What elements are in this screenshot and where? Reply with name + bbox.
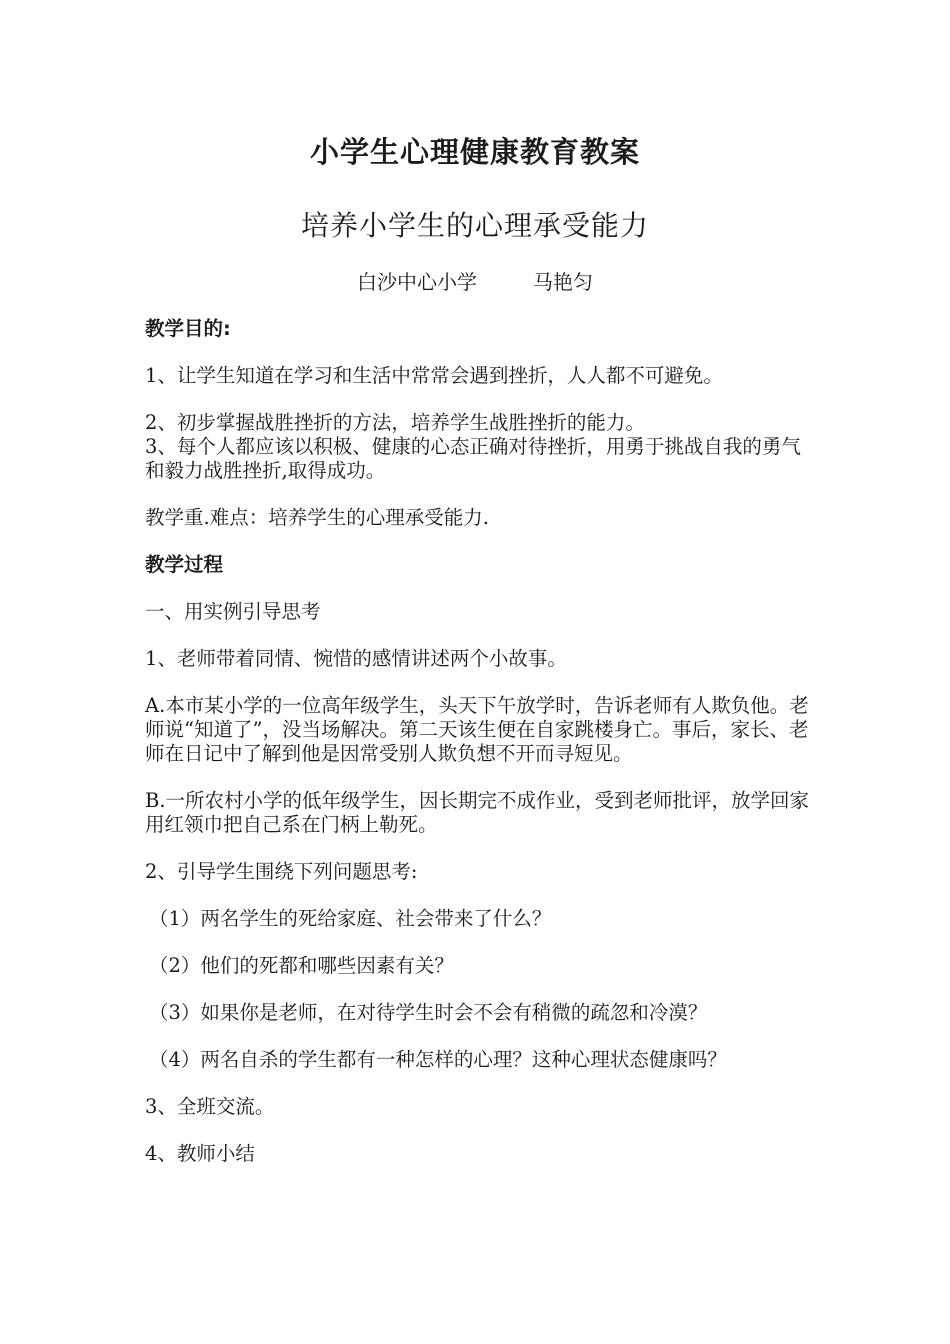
school-name: 白沙中心小学 xyxy=(357,270,477,294)
objective-item: 2、初步掌握战胜挫折的方法，培养学生战胜挫折的能力。 xyxy=(145,411,645,434)
key-points: 教学重.难点：培养学生的心理承受能力. xyxy=(145,506,489,529)
question-item: （3）如果你是老师，在对待学生时会不会有稍微的疏忽和冷漠？ xyxy=(149,1001,708,1024)
story-a: A.本市某小学的一位高年级学生，头天下午放学时，告诉老师有人欺负他。老师说“知道了”，没当场解决。第二天该生便在自家跳楼身亡。事后，家长、老师在日记中了解到他是因常受别人欺负想不开而寻短见。 xyxy=(145,694,809,765)
objective-item: 1、让学生知道在学习和生活中常常会遇到挫折，人人都不可避免。 xyxy=(145,364,723,387)
question-item: （4）两名自杀的学生都有一种怎样的心理？这种心理状态健康吗？ xyxy=(149,1048,727,1071)
document-title: 小学生心理健康教育教案 xyxy=(309,135,640,169)
step-item: 3、全班交流。 xyxy=(145,1095,275,1118)
document-subtitle: 培养小学生的心理承受能力 xyxy=(300,209,649,242)
author-name: 马艳匀 xyxy=(533,270,593,294)
process-heading: 教学过程 xyxy=(145,553,224,576)
question-item: （1）两名学生的死给家庭、社会带来了什么？ xyxy=(149,907,552,930)
story-b: B.一所农村小学的低年级学生，因长期完不成作业，受到老师批评，放学回家用红领巾把自己系在门柄上勒死。 xyxy=(145,789,810,836)
byline xyxy=(0,266,950,295)
question-item: （2）他们的死都和哪些因素有关？ xyxy=(149,954,454,977)
objectives-heading: 教学目的: xyxy=(145,317,231,340)
step-item: 1、老师带着同情、惋惜的感情讲述两个小故事。 xyxy=(145,647,567,670)
step-item: 2、引导学生围绕下列问题思考: xyxy=(145,860,418,883)
objective-item: 3、每个人都应该以积极、健康的心态正确对待挫折，用勇于挑战自我的勇气和毅力战胜挫折,取得成功。 xyxy=(145,435,801,482)
step-item: 4、教师小结 xyxy=(145,1142,255,1165)
section-heading: 一、用实例引导思考 xyxy=(145,600,321,623)
document-body xyxy=(145,317,810,1166)
